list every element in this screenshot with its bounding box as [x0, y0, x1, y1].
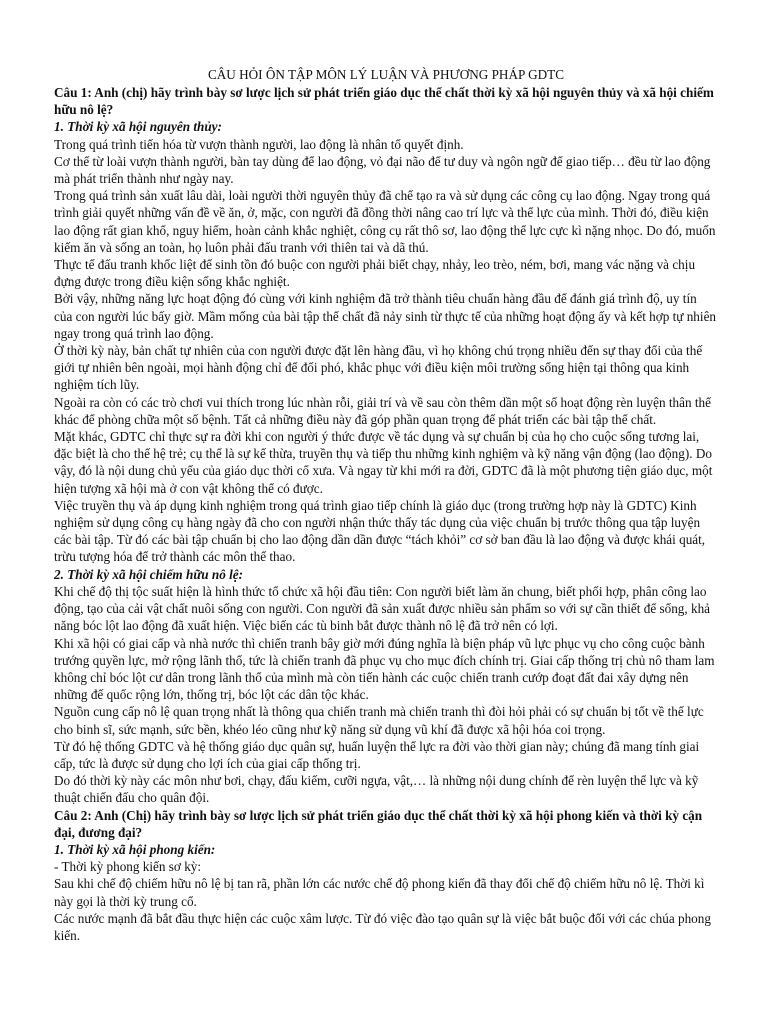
paragraph: - Thời kỳ phong kiến sơ kỳ: [54, 859, 202, 875]
paragraph: Sau khi chế độ chiếm hữu nô lệ bị tan rã, phần lớn các nước chế độ phong kiến đã thay đổi chế độ chiếm hữu nô lệ. Thời kì này gọi là thời kỳ trung cổ. [54, 876, 705, 909]
question-heading: Câu 1: Anh (chị) hãy trình bày sơ lược lịch sử phát triển giáo dục thể chất thời kỳ xã hội nguyên thủy và xã hội chiếm hữu nô lệ? [54, 85, 714, 118]
paragraph: Cơ thể từ loài vượn thành người, bàn tay dùng để lao động, vỏ đại não để tư duy và ngôn ngữ để giao tiếp… đều từ lao động mà phát triển thành như ngày nay. [54, 153, 711, 187]
paragraph: Ngoài ra còn có các trò chơi vui thích trong lúc nhàn rỗi, giải trí và về sau còn thêm dần một số hoạt động rèn luyện thân thể khác để phòng chữa một số bệnh. Tất cả những điều này đã góp phần quan trọng để phát triển các bài tập thể chất. [54, 394, 712, 427]
paragraph: Do đó thời kỳ này các môn như bơi, chạy, đấu kiếm, cưỡi ngựa, vật,… là những nội dung chính để rèn luyện thể lực và kỹ thuật chiến đấu cho quân đội. [54, 773, 699, 806]
document-body [54, 84, 718, 944]
section-heading: 2. Thời kỳ xã hội chiếm hữu nô lệ: [54, 566, 243, 582]
section-heading: 1. Thời kỳ xã hội phong kiến: [54, 841, 216, 857]
paragraph: Mặt khác, GDTC chỉ thực sự ra đời khi con người ý thức được về tác dụng và sự chuẩn bị của họ cho cuộc sống tương lai, đặc biệt là cho thế hệ trẻ; cụ thể là sự kế thừa, truyền thụ và tiếp thu những kinh nghiệm và kỹ năng vận động (lao động). Do vậy, đó là nội dung chủ yếu của giáo dục thời cổ xưa. Và ngay từ khi mới ra đời, GDTC đã là một phương tiện giáo dục, một hiện tượng xã hội mà ở con vật không thể có được. [54, 429, 713, 496]
paragraph: Thực tế đấu tranh khốc liệt để sinh tồn đó buộc con người phải biết chạy, nhảy, leo trèo, ném, bơi, mang vác nặng và chịu đựng được trong điều kiện sống khắc nghiệt. [54, 257, 696, 290]
section-heading: 1. Thời kỳ xã hội nguyên thủy: [54, 119, 222, 135]
document-title: CÂU HỎI ÔN TẬP MÔN LÝ LUẬN VÀ PHƯƠNG PHÁP GDTC [207, 67, 565, 82]
paragraph: Trong quá trình tiến hóa từ vượn thành người, lao động là nhân tố quyết định. [54, 136, 464, 152]
paragraph: Trong quá trình sản xuất lâu dài, loài người thời nguyên thủy đã chế tạo ra và sử dụng các công cụ lao động. Ngay trong quá trình giải quyết những vấn đề về ăn, ở, mặc, con người đã đồng thời nâng cao trí lực và thể lực của mình. Thời đó, điều kiện lao động rất gian khổ, nguy hiểm, hoàn cảnh khắc nghiệt, công cụ rất thô sơ, lao động thể lực cực kì nặng nhọc. Do đó, muốn kiếm ăn và sống an toàn, họ luôn phải đấu tranh với thiên tai và dã thú. [54, 188, 716, 255]
paragraph: Các nước mạnh đã bắt đầu thực hiện các cuộc xâm lược. Từ đó việc đào tạo quân sự là việc bắt buộc đối với các chúa phong kiến. [54, 910, 711, 943]
paragraph: Nguồn cung cấp nô lệ quan trọng nhất là thông qua chiến tranh mà chiến tranh thì đòi hỏi phải có sự chuẩn bị tốt về thể lực cho binh sĩ, sức mạnh, sức bền, khéo léo cũng như kỹ năng sử dụng vũ khí đã được xã hội hóa coi trọng. [54, 704, 704, 737]
paragraph: Từ đó hệ thống GDTC và hệ thống giáo dục quân sự, huấn luyện thể lực ra đời vào thời gian này; chúng đã mang tính giai cấp, tức là được sử dụng cho lợi ích của giai cấp thống trị. [54, 738, 700, 771]
paragraph: Việc truyền thụ và áp dụng kinh nghiệm trong quá trình giao tiếp chính là giáo dục (trong trường hợp này là GDTC) Kinh nghiệm sử dụng công cụ hàng ngày đã cho con người nhận thức thấy tác dụng của việc chuẩn bị trước thông qua tập luyện các bài tập. Từ đó các bài tập chuẩn bị cho lao động dần dần được “tách khỏi” cơ sở ban đầu là lao động và được khái quát, trừu tượng hóa để trở thành các môn thể thao. [54, 497, 706, 565]
paragraph: Ở thời kỳ này, bản chất tự nhiên của con người được đặt lên hàng đầu, vì họ không chú trọng nhiều đến sự thay đổi của thế giới tự nhiên bên ngoài, mọi hành động chỉ để đối phó, khắc phục với điều kiện môi trường sống hiện tại thông qua kinh nghiệm tích lũy. [54, 343, 703, 393]
paragraph: Khi xã hội có giai cấp và nhà nước thì chiến tranh bây giờ mới đúng nghĩa là biện pháp vũ lực phục vụ cho công cuộc bành trướng quyền lực, mở rộng lãnh thổ, tức là chiến tranh đã phục vụ cho mục đích chính trị. Giai cấp thống trị chủ nô tham lam không chỉ bóc lột cư dân trong lãnh thổ của mình mà còn tiến hành các cuộc chiến tranh cướp đoạt đất đai xây dựng nên những đế quốc rộng lớn, thống trị, bóc lột các dân tộc khác. [54, 635, 715, 703]
question-heading: Câu 2: Anh (Chị) hãy trình bày sơ lược lịch sử phát triển giáo dục thể chất thời kỳ xã hội phong kiến và thời kỳ cận đại, đương đại? [54, 807, 703, 840]
paragraph: Bởi vậy, những năng lực hoạt động đó cùng với kinh nghiệm đã trở thành tiêu chuẩn hàng đầu để đánh giá trình độ, uy tín của con người lúc bấy giờ. Mầm mống của bài tập thể chất đã nảy sinh từ thực tế của những hoạt động ấy và kết hợp tự nhiên ngay trong quá trình lao động. [54, 291, 717, 341]
paragraph: Khi chế độ thị tộc suất hiện là hình thức tổ chức xã hội đầu tiên: Con người biết làm ăn chung, biết phối hợp, phân công lao động, tạo của cải vật chất nuôi sống con người. Con người đã sản xuất được nhiều sản phẩm so với sự cần thiết để sống, khả năng bóc lột lao động đã xuất hiện. Việc biến các tù binh bắt được thành nô lệ đã trở nên có lợi. [54, 583, 711, 634]
